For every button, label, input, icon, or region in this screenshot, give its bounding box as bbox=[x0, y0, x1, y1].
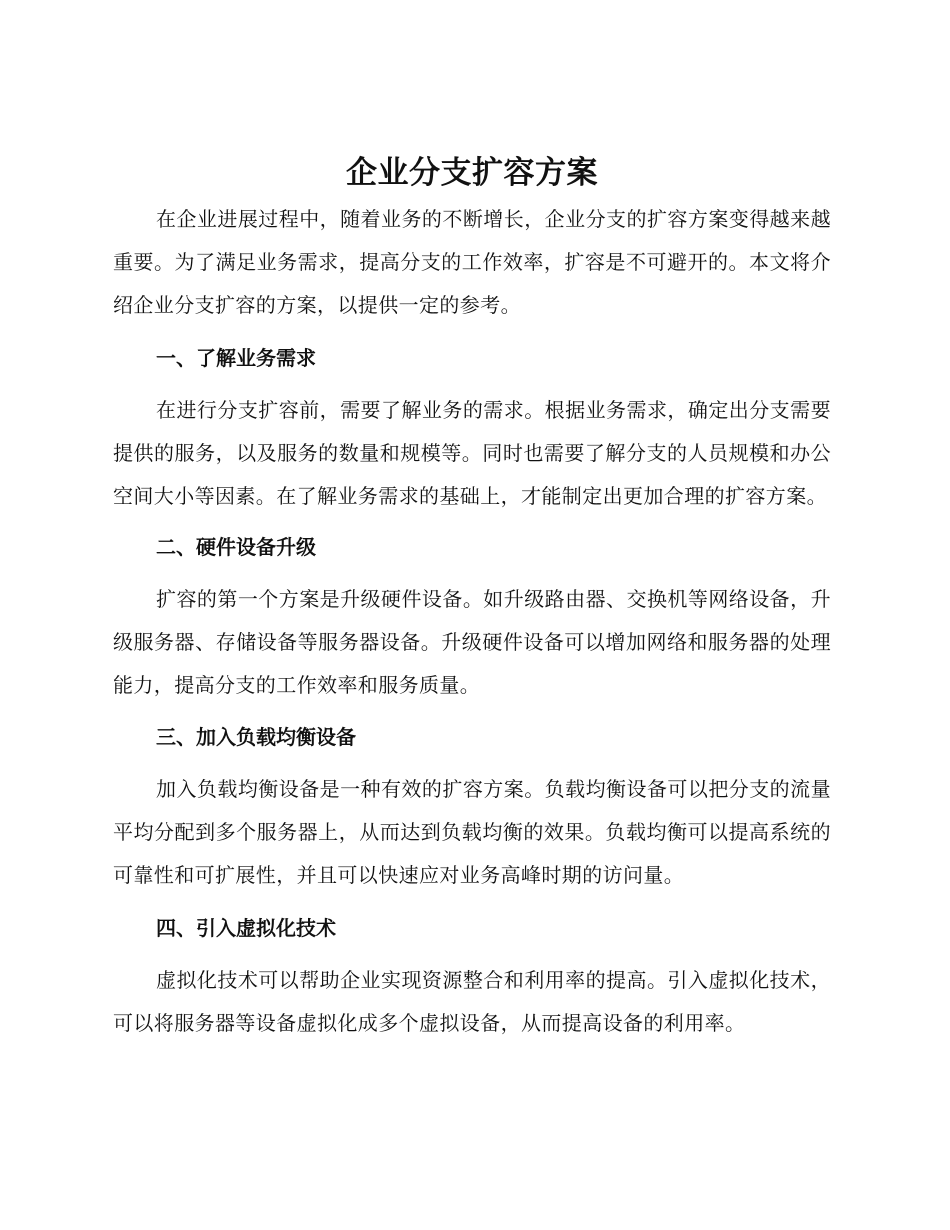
section-heading-4: 四、引入虚拟化技术 bbox=[156, 916, 336, 940]
section-body-4: 虚拟化技术可以帮助企业实现资源整合和利用率的提高。引入虚拟化技术，可以将服务器等设备虚拟化成多个虚拟设备，从而提高设备的利用率。 bbox=[113, 968, 831, 1035]
section-heading-3: 三、加入负载均衡设备 bbox=[156, 725, 356, 749]
intro-paragraph: 在企业进展过程中，随着业务的不断增长，企业分支的扩容方案变得越来越重要。为了满足业务需求，提高分支的工作效率，扩容是不可避开的。本文将介绍企业分支扩容的方案，以提供一定的参考。 bbox=[113, 207, 831, 317]
section-body-1: 在进行分支扩容前，需要了解业务的需求。根据业务需求，确定出分支需要提供的服务，以及服务的数量和规模等。同时也需要了解分支的人员规模和办公空间大小等因素。在了解业务需求的基础上，才能制定出更加合理的扩容方案。 bbox=[113, 398, 831, 508]
section-heading-2: 二、硬件设备升级 bbox=[156, 535, 316, 559]
section-body-2: 扩容的第一个方案是升级硬件设备。如升级路由器、交换机等网络设备，升级服务器、存储设备等服务器设备。升级硬件设备可以增加网络和服务器的处理能力，提高分支的工作效率和服务质量。 bbox=[113, 587, 831, 697]
document-title: 企业分支扩容方案 bbox=[346, 155, 598, 191]
section-body-3: 加入负载均衡设备是一种有效的扩容方案。负载均衡设备可以把分支的流量平均分配到多个服务器上，从而达到负载均衡的效果。负载均衡可以提高系统的可靠性和可扩展性，并且可以快速应对业务高峰时期的访问量。 bbox=[113, 777, 831, 887]
document-body bbox=[113, 148, 831, 1045]
section-heading-1: 一、了解业务需求 bbox=[156, 346, 316, 370]
